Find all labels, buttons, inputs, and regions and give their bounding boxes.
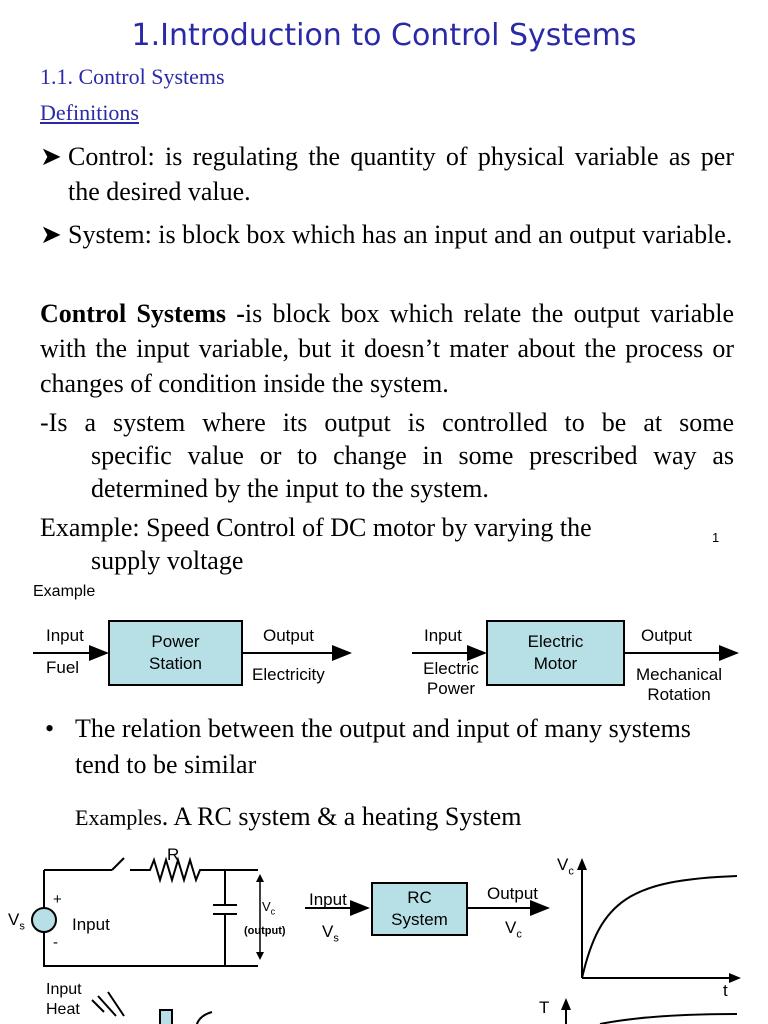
control-systems-definition: is block box which relate the output variable with the input variable, but it doesn’t mater about the process or changes of condition inside the system. xyxy=(40,299,735,398)
electric-motor-box xyxy=(486,620,625,686)
examples-prefix: Examples xyxy=(75,805,162,830)
graph-y-subscript: c xyxy=(568,865,574,878)
block-vc-symbol: V xyxy=(505,918,517,937)
section-heading: 1.1. Control Systems xyxy=(40,64,225,89)
switch-symbol xyxy=(112,858,124,870)
motor-output-value-line1: Mechanical xyxy=(636,665,722,684)
rc-system-box xyxy=(371,882,468,936)
power-box-line2: Station xyxy=(149,654,202,673)
motor-output-value xyxy=(627,665,731,705)
definitions-heading: Definitions xyxy=(40,100,139,125)
power-input-value: Fuel xyxy=(46,658,80,677)
vs-subscript: s xyxy=(19,920,25,933)
heat-input-label xyxy=(46,980,82,1020)
control-systems-term: Control Systems - xyxy=(40,299,245,328)
rc-block-input-symbol xyxy=(322,922,339,948)
heat-input-line1: Input xyxy=(46,981,82,998)
vc-subscript: c xyxy=(270,906,276,917)
page-number: 1 xyxy=(712,530,720,545)
motor-input-value-line1: Electric xyxy=(423,659,479,678)
vs-symbol: V xyxy=(8,910,20,929)
minus-sign: - xyxy=(53,934,58,951)
rc-box-line2: System xyxy=(391,910,448,929)
example-line2: supply voltage xyxy=(91,546,244,575)
page-title: 1.Introduction to Control Systems xyxy=(131,18,637,53)
output-paren-label: (output) xyxy=(244,925,286,937)
definition-control-text: Control: is regulating the quantity of physical variable as per the desired value. xyxy=(68,142,734,206)
examples-rest: . A RC system & a heating System xyxy=(161,802,522,831)
heat-arrows xyxy=(92,992,124,1016)
is-system-line1: -Is a system where its output is controlled to be at some xyxy=(40,408,734,437)
motor-output-label: Output xyxy=(641,626,693,645)
power-station-box xyxy=(108,620,243,686)
control-systems-paragraph xyxy=(40,296,734,401)
motor-output-value-line2: Rotation xyxy=(647,685,711,704)
power-input-label: Input xyxy=(46,626,84,645)
vc-label xyxy=(262,897,275,922)
dot-bullet-icon: • xyxy=(45,714,55,743)
graph-y-label xyxy=(557,855,574,881)
example-line1: Example: Speed Control of DC motor by varying the xyxy=(40,513,592,542)
resistor-label: R xyxy=(167,845,180,864)
relation-bullet-text: The relation between the output and input of many systems tend to be similar xyxy=(75,714,691,779)
definition-system xyxy=(40,217,734,252)
graph-x-label: t xyxy=(723,981,728,1000)
block-vc-subscript: c xyxy=(516,928,522,941)
heater-element xyxy=(160,1010,172,1024)
definition-control xyxy=(40,139,734,209)
power-box-line1: Power xyxy=(151,632,200,651)
motor-input-label: Input xyxy=(424,626,462,645)
voltage-source-symbol xyxy=(32,908,56,932)
arrow-bullet-icon: ➤ xyxy=(40,220,62,249)
rc-input-label: Input xyxy=(72,915,110,934)
arrow-bullet-icon: ➤ xyxy=(40,142,62,171)
motor-box-line1: Electric xyxy=(527,632,584,651)
motor-input-value xyxy=(419,659,483,699)
is-system-line2: specific value or to change in some prescribed way as xyxy=(91,441,734,470)
rc-block-input-label: Input xyxy=(309,890,347,909)
is-system-line3: determined by the input to the system. xyxy=(91,474,489,503)
block-vs-symbol: V xyxy=(322,922,334,941)
graph-y-symbol: V xyxy=(557,855,569,874)
power-output-value: Electricity xyxy=(252,665,325,684)
capacitor-symbol xyxy=(213,905,237,914)
example-label: Example xyxy=(33,583,96,600)
power-output-label: Output xyxy=(263,626,315,645)
rc-box-line1: RC xyxy=(407,888,432,907)
rc-block-output-label: Output xyxy=(487,884,539,903)
charging-curve xyxy=(582,876,737,978)
heating-graph-y-label: T xyxy=(539,998,550,1017)
vs-label xyxy=(8,910,25,936)
rc-block-output-symbol xyxy=(505,918,522,944)
examples-line xyxy=(75,800,521,835)
vc-symbol: V xyxy=(262,899,271,914)
motor-box-line2: Motor xyxy=(533,654,578,673)
plus-sign: + xyxy=(53,891,62,908)
motor-input-value-line2: Power xyxy=(426,679,476,698)
block-vs-subscript: s xyxy=(333,932,339,945)
definition-system-text: System: is block box which has an input and an output variable. xyxy=(68,220,733,249)
heat-input-line2: Heat xyxy=(46,1001,80,1018)
